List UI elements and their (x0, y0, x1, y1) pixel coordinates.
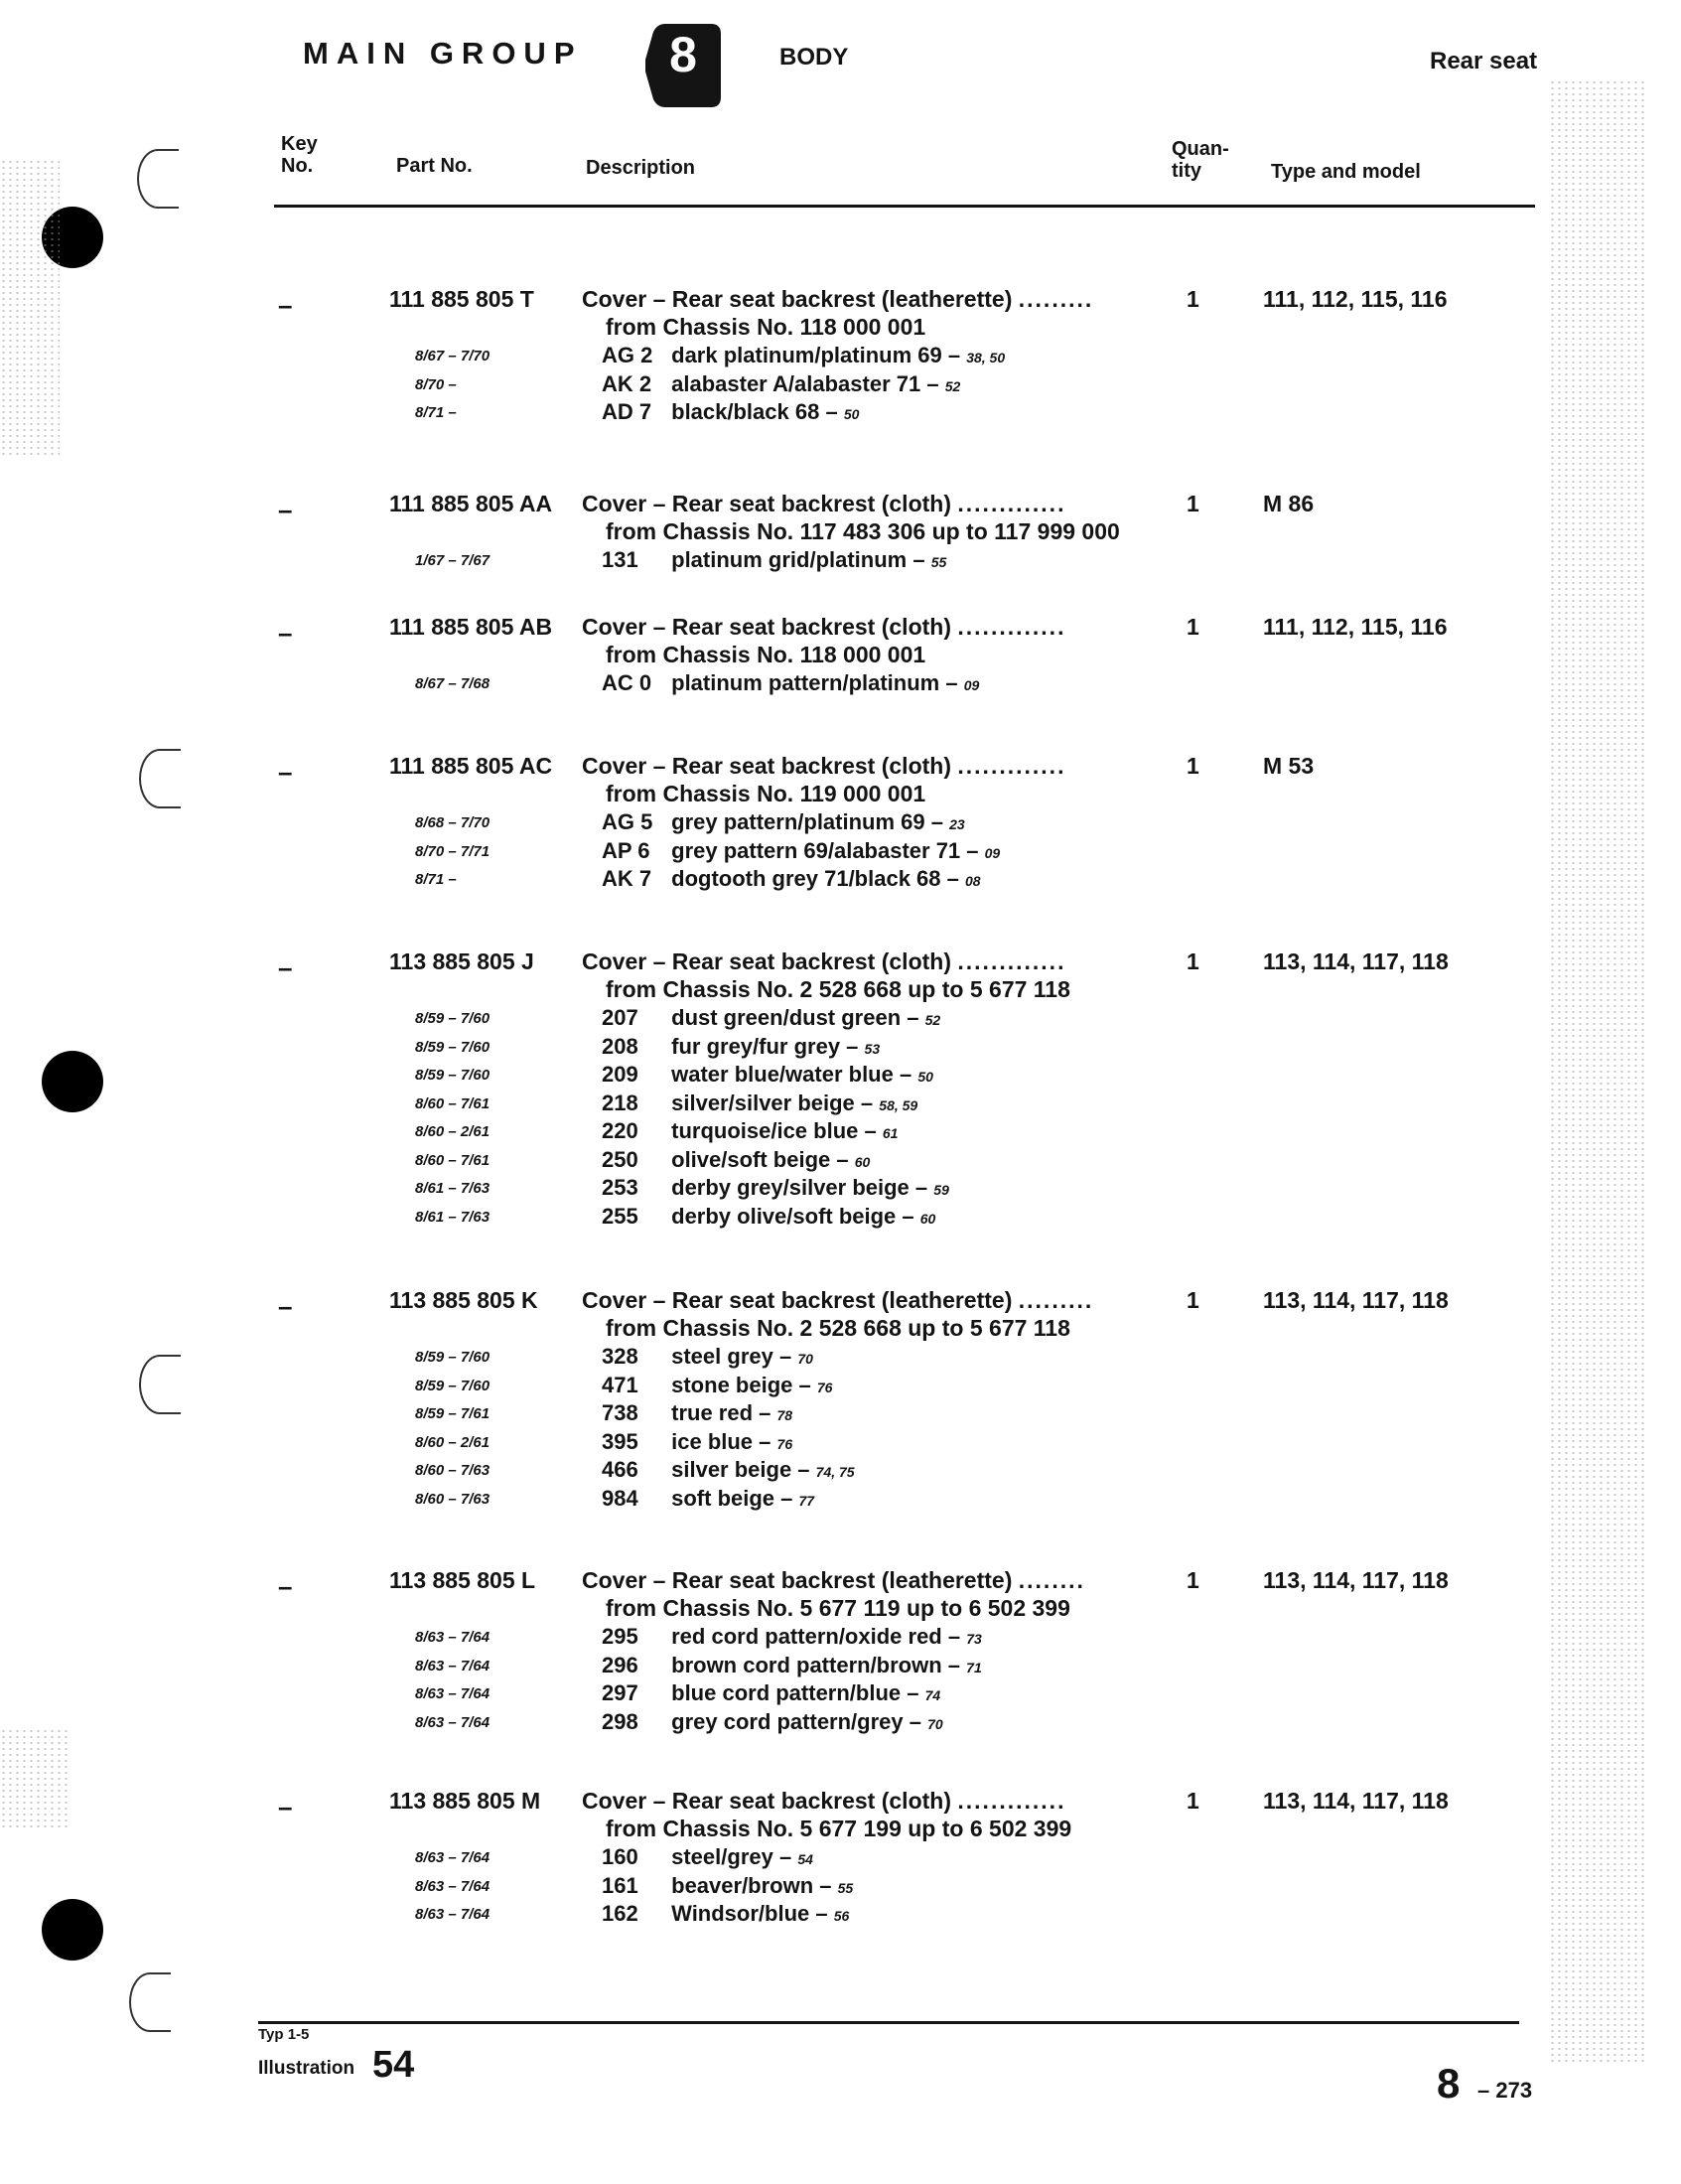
trim-code: 466 (602, 1457, 638, 1482)
type-and-model: 113, 114, 117, 118 (1263, 1567, 1449, 1593)
description-text: Cover – Rear seat backrest (leatherette) (582, 1287, 1013, 1313)
trim-code: 295 (602, 1624, 638, 1649)
trim-code: 209 (602, 1062, 638, 1087)
trim-code: 253 (602, 1175, 638, 1200)
production-period: 8/71 – (415, 404, 457, 421)
part-entry (0, 1788, 1681, 1926)
key-no: – (278, 1571, 293, 1601)
trim-description: grey cord pattern/grey – (671, 1709, 921, 1734)
chassis-range: from Chassis No. 2 528 668 up to 5 677 118 (606, 1315, 1070, 1341)
production-period: 8/67 – 7/68 (415, 675, 490, 692)
part-description (582, 753, 1065, 780)
chassis-range: from Chassis No. 119 000 001 (606, 781, 926, 806)
trim-option (602, 1204, 935, 1230)
trim-description: dark platinum/platinum 69 – (671, 343, 961, 367)
production-period: 8/60 – 7/63 (415, 1462, 490, 1479)
chassis-range: from Chassis No. 2 528 668 up to 5 677 118 (606, 976, 1070, 1002)
key-no: – (278, 1291, 293, 1321)
illustration-ref: 55 (837, 1880, 854, 1896)
trim-code: AG 5 (602, 809, 653, 834)
variant-row (0, 1653, 1681, 1680)
illustration-ref: 08 (965, 873, 981, 889)
illustration-label: Illustration (258, 2058, 355, 2079)
key-no: – (278, 952, 293, 982)
variant-row (0, 1624, 1681, 1652)
trim-description: ice blue – (671, 1429, 771, 1454)
section-title: BODY (779, 44, 849, 71)
part-description (582, 1567, 1085, 1594)
trim-code: 220 (602, 1118, 638, 1143)
variant-row (0, 1118, 1681, 1146)
production-period: 8/60 – 2/61 (415, 1434, 490, 1451)
leader-dots: ............. (957, 948, 1066, 974)
part-number: 111 885 805 AB (389, 614, 553, 640)
trim-option (602, 1373, 832, 1398)
trim-option (602, 1486, 814, 1512)
quantity: 1 (1187, 286, 1199, 312)
key-no: – (278, 290, 293, 320)
part-description (582, 614, 1065, 641)
trim-code: 250 (602, 1147, 638, 1172)
page-number-group: 8 (1437, 2060, 1461, 2107)
part-entry (0, 491, 1681, 572)
trim-code: AK 7 (602, 866, 652, 891)
description-text: Cover – Rear seat backrest (cloth) (582, 1788, 951, 1814)
variant-row (0, 1175, 1681, 1203)
description-text: Cover – Rear seat backrest (leatherette) (582, 1567, 1013, 1593)
production-period: 8/61 – 7/63 (415, 1180, 490, 1197)
leader-dots: ............. (957, 1788, 1066, 1814)
trim-code: AP 6 (602, 838, 650, 863)
production-period: 8/59 – 7/61 (415, 1405, 490, 1422)
production-period: 8/59 – 7/60 (415, 1378, 490, 1394)
part-entry (0, 1567, 1681, 1734)
trim-option (602, 1175, 949, 1201)
chassis-range: from Chassis No. 118 000 001 (606, 314, 926, 340)
description-text: Cover – Rear seat backrest (cloth) (582, 491, 951, 516)
trim-code: 328 (602, 1344, 638, 1369)
trim-code: AC 0 (602, 670, 652, 695)
trim-code: 471 (602, 1373, 638, 1397)
trim-code: 207 (602, 1005, 638, 1030)
type-and-model: 113, 114, 117, 118 (1263, 1788, 1449, 1814)
illustration-ref: 58, 59 (879, 1097, 918, 1113)
production-period: 8/59 – 7/60 (415, 1039, 490, 1056)
trim-option (602, 547, 946, 573)
trim-option (602, 1709, 943, 1735)
illustration-ref: 61 (882, 1125, 899, 1141)
column-header-type-model: Type and model (1271, 161, 1421, 183)
column-header-key-no: Key No. (281, 133, 318, 177)
part-description (582, 286, 1093, 313)
trim-option (602, 1118, 898, 1144)
trim-code: 255 (602, 1204, 638, 1229)
illustration-ref: 73 (966, 1631, 982, 1647)
production-period: 8/61 – 7/63 (415, 1209, 490, 1226)
variant-row (0, 1204, 1681, 1232)
trim-code: 738 (602, 1400, 638, 1425)
variant-row (0, 1344, 1681, 1372)
variant-row (0, 1457, 1681, 1485)
leader-dots: ............. (957, 614, 1066, 640)
trim-option (602, 866, 981, 892)
trim-option (602, 371, 960, 397)
illustration-ref: 56 (833, 1908, 850, 1924)
illustration-ref: 50 (917, 1069, 933, 1085)
footer-rule (258, 2021, 1519, 2024)
variant-row (0, 1373, 1681, 1400)
trim-option (602, 1091, 917, 1116)
trim-code: 296 (602, 1653, 638, 1677)
description-text: Cover – Rear seat backrest (leatherette) (582, 286, 1013, 312)
trim-code: 208 (602, 1034, 638, 1059)
trim-description: alabaster A/alabaster 71 – (671, 371, 939, 396)
variant-row (0, 1429, 1681, 1457)
trim-option (602, 1429, 792, 1455)
trim-description: turquoise/ice blue – (671, 1118, 877, 1143)
illustration-number: 54 (372, 2044, 415, 2086)
trim-option (602, 1844, 813, 1870)
illustration-ref: 70 (927, 1716, 943, 1732)
illustration-ref: 55 (930, 554, 947, 570)
production-period: 8/70 – 7/71 (415, 843, 490, 860)
trim-description: grey pattern 69/alabaster 71 – (671, 838, 979, 863)
type-and-model: 111, 112, 115, 116 (1263, 286, 1448, 312)
trim-description: fur grey/fur grey – (671, 1034, 859, 1059)
trim-description: blue cord pattern/blue – (671, 1680, 919, 1705)
quantity: 1 (1187, 1788, 1199, 1814)
type-and-model: 111, 112, 115, 116 (1263, 614, 1448, 640)
illustration-ref: 23 (949, 816, 965, 832)
quantity: 1 (1187, 491, 1199, 516)
variant-row (0, 1034, 1681, 1062)
illustration-ref: 74 (924, 1687, 941, 1703)
variant-row (0, 1091, 1681, 1118)
illustration-ref: 76 (816, 1380, 833, 1395)
type-range: Typ 1-5 (258, 2026, 310, 2043)
trim-code: 298 (602, 1709, 638, 1734)
variant-row (0, 343, 1681, 370)
page-number-sub: – 273 (1477, 2078, 1533, 2103)
variant-row (0, 866, 1681, 894)
variant-row (0, 371, 1681, 399)
variant-row (0, 809, 1681, 837)
production-period: 8/60 – 7/63 (415, 1491, 490, 1508)
production-period: 8/68 – 7/70 (415, 814, 490, 831)
variant-row (0, 1005, 1681, 1033)
subsection-title: Rear seat (1430, 48, 1538, 74)
trim-option (602, 1147, 870, 1173)
leader-dots: ......... (1018, 286, 1094, 312)
illustration-ref: 77 (798, 1493, 815, 1509)
variant-row (0, 1844, 1681, 1872)
trim-option (602, 1457, 855, 1483)
key-no: – (278, 757, 293, 787)
part-entry (0, 614, 1681, 695)
trim-code: 162 (602, 1901, 638, 1926)
type-and-model: M 53 (1263, 753, 1315, 779)
trim-option (602, 1901, 849, 1927)
column-header-part-no: Part No. (396, 155, 473, 177)
trim-option (602, 1653, 982, 1678)
part-entry (0, 286, 1681, 424)
trim-code: 131 (602, 547, 638, 572)
variant-row (0, 1147, 1681, 1175)
trim-description: platinum pattern/platinum – (671, 670, 958, 695)
production-period: 8/59 – 7/60 (415, 1010, 490, 1027)
production-period: 8/63 – 7/64 (415, 1714, 490, 1731)
part-number: 111 885 805 AA (389, 491, 553, 516)
chassis-range: from Chassis No. 118 000 001 (606, 642, 926, 667)
leader-dots: ............. (957, 491, 1066, 516)
leader-dots: ............. (957, 753, 1066, 779)
trim-code: 395 (602, 1429, 638, 1454)
illustration-ref: 38, 50 (966, 350, 1006, 365)
trim-description: olive/soft beige – (671, 1147, 849, 1172)
type-and-model: M 86 (1263, 491, 1315, 516)
trim-description: Windsor/blue – (671, 1901, 828, 1926)
trim-option (602, 670, 979, 696)
trim-description: water blue/water blue – (671, 1062, 912, 1087)
production-period: 8/71 – (415, 871, 457, 888)
variant-row (0, 1901, 1681, 1929)
part-description (582, 1287, 1093, 1314)
trim-option (602, 1344, 813, 1370)
trim-option (602, 1873, 853, 1899)
trim-description: derby olive/soft beige – (671, 1204, 914, 1229)
trim-option (602, 343, 1005, 368)
trim-description: beaver/brown – (671, 1873, 832, 1898)
production-period: 1/67 – 7/67 (415, 552, 490, 569)
trim-description: dogtooth grey 71/black 68 – (671, 866, 959, 891)
trim-description: silver beige – (671, 1457, 810, 1482)
trim-code: 160 (602, 1844, 638, 1869)
trim-code: 297 (602, 1680, 638, 1705)
production-period: 8/67 – 7/70 (415, 348, 490, 364)
production-period: 8/59 – 7/60 (415, 1349, 490, 1366)
trim-code: AD 7 (602, 399, 652, 424)
trim-code: 984 (602, 1486, 638, 1511)
trim-description: red cord pattern/oxide red – (671, 1624, 961, 1649)
trim-option (602, 1400, 792, 1426)
illustration-ref: 74, 75 (815, 1464, 855, 1480)
leader-dots: ........ (1018, 1567, 1085, 1593)
production-period: 8/60 – 2/61 (415, 1123, 490, 1140)
column-header-quantity: Quan- tity (1172, 138, 1229, 182)
trim-code: 218 (602, 1091, 638, 1115)
trim-option (602, 1062, 933, 1088)
illustration-ref: 52 (944, 378, 961, 394)
production-period: 8/63 – 7/64 (415, 1849, 490, 1866)
variant-row (0, 1486, 1681, 1514)
illustration-ref: 09 (984, 845, 1001, 861)
production-period: 8/63 – 7/64 (415, 1629, 490, 1646)
production-period: 8/63 – 7/64 (415, 1658, 490, 1674)
trim-description: steel/grey – (671, 1844, 792, 1869)
illustration-ref: 78 (776, 1407, 793, 1423)
trim-option (602, 1680, 940, 1706)
illustration-ref: 71 (966, 1660, 982, 1675)
chassis-range: from Chassis No. 117 483 306 up to 117 999 000 (606, 518, 1120, 544)
trim-description: steel grey – (671, 1344, 792, 1369)
quantity: 1 (1187, 614, 1199, 640)
type-and-model: 113, 114, 117, 118 (1263, 948, 1449, 974)
part-number: 113 885 805 K (389, 1287, 538, 1313)
description-text: Cover – Rear seat backrest (cloth) (582, 614, 951, 640)
key-no: – (278, 1792, 293, 1821)
part-description (582, 948, 1065, 975)
part-number: 111 885 805 T (389, 286, 534, 312)
trim-description: soft beige – (671, 1486, 793, 1511)
variant-row (0, 1680, 1681, 1708)
production-period: 8/63 – 7/64 (415, 1906, 490, 1923)
quantity: 1 (1187, 1567, 1199, 1593)
type-and-model: 113, 114, 117, 118 (1263, 1287, 1449, 1313)
description-text: Cover – Rear seat backrest (cloth) (582, 948, 951, 974)
key-no: – (278, 495, 293, 524)
variant-row (0, 1400, 1681, 1428)
description-text: Cover – Rear seat backrest (cloth) (582, 753, 951, 779)
trim-code: 161 (602, 1873, 638, 1898)
trim-description: grey pattern/platinum 69 – (671, 809, 943, 834)
trim-description: brown cord pattern/brown – (671, 1653, 961, 1677)
variant-row (0, 1873, 1681, 1901)
production-period: 8/59 – 7/60 (415, 1067, 490, 1084)
trim-description: derby grey/silver beige – (671, 1175, 928, 1200)
trim-option (602, 809, 965, 835)
part-entry (0, 948, 1681, 1229)
key-no: – (278, 618, 293, 648)
chassis-range: from Chassis No. 5 677 119 up to 6 502 399 (606, 1595, 1070, 1621)
production-period: 8/70 – (415, 376, 457, 393)
production-period: 8/60 – 7/61 (415, 1152, 490, 1169)
quantity: 1 (1187, 1287, 1199, 1313)
part-description (582, 1788, 1065, 1815)
part-number: 111 885 805 AC (389, 753, 553, 779)
trim-option (602, 838, 1000, 864)
illustration-ref: 60 (854, 1154, 871, 1170)
illustration-ref: 70 (797, 1351, 813, 1367)
illustration-ref: 60 (919, 1211, 936, 1227)
trim-description: true red – (671, 1400, 771, 1425)
trim-description: dust green/dust green – (671, 1005, 919, 1030)
part-number: 113 885 805 J (389, 948, 534, 974)
illustration-ref: 54 (797, 1851, 813, 1867)
illustration-ref: 52 (924, 1012, 941, 1028)
trim-option (602, 399, 859, 425)
quantity: 1 (1187, 753, 1199, 779)
part-description (582, 491, 1065, 517)
part-entry (0, 1287, 1681, 1511)
quantity: 1 (1187, 948, 1199, 974)
illustration-ref: 76 (776, 1436, 793, 1452)
trim-description: platinum grid/platinum – (671, 547, 925, 572)
part-entry (0, 753, 1681, 891)
trim-option (602, 1034, 880, 1060)
main-group-label: MAIN GROUP (303, 36, 583, 71)
chassis-range: from Chassis No. 5 677 199 up to 6 502 399 (606, 1816, 1072, 1841)
illustration-ref: 50 (843, 406, 860, 422)
leader-dots: ......... (1018, 1287, 1094, 1313)
column-header-description: Description (586, 157, 696, 179)
variant-row (0, 399, 1681, 427)
production-period: 8/63 – 7/64 (415, 1685, 490, 1702)
part-number: 113 885 805 M (389, 1788, 541, 1814)
production-period: 8/60 – 7/61 (415, 1095, 490, 1112)
part-number: 113 885 805 L (389, 1567, 536, 1593)
variant-row (0, 670, 1681, 698)
illustration-ref: 09 (963, 677, 980, 693)
trim-description: silver/silver beige – (671, 1091, 874, 1115)
trim-description: black/black 68 – (671, 399, 838, 424)
variant-row (0, 1062, 1681, 1090)
group-number: 8 (669, 27, 697, 82)
trim-option (602, 1005, 940, 1031)
trim-code: AK 2 (602, 371, 652, 396)
variant-row (0, 1709, 1681, 1737)
trim-description: stone beige – (671, 1373, 811, 1397)
illustration-ref: 53 (864, 1041, 881, 1057)
variant-row (0, 547, 1681, 575)
variant-row (0, 838, 1681, 866)
trim-code: AG 2 (602, 343, 653, 367)
trim-option (602, 1624, 982, 1650)
production-period: 8/63 – 7/64 (415, 1878, 490, 1895)
illustration-ref: 59 (933, 1182, 949, 1198)
